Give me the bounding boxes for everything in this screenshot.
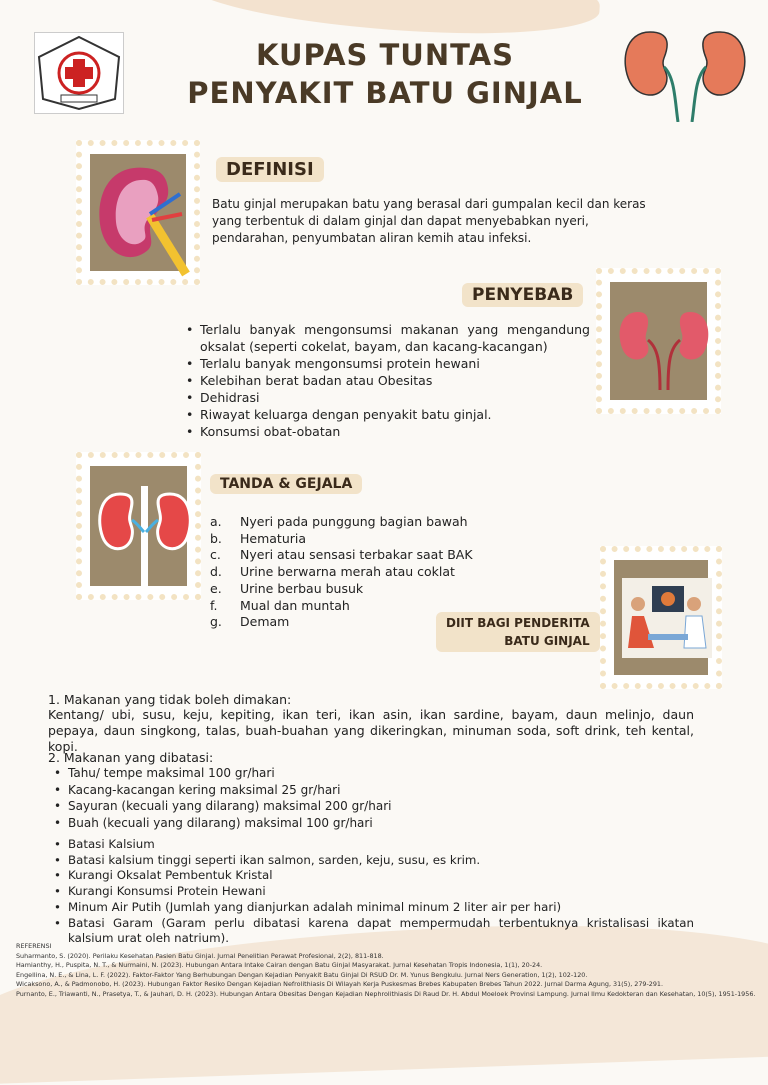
kidneys-icon [610,282,719,412]
diit-section1-text: Kentang/ ubi, susu, keju, kepiting, ikan teri, ikan asin, ikan sardine, bayam, daun melinjo, daun pepaya, daun singkong, talas, buah-buahan yang dikeringkan, minuman soda, soft drink, teh kental, kopi. [48,707,694,754]
list-item: • Konsumsi obat-obatan [186,423,590,440]
list-item: • Batasi Garam (Garam perlu dibatasi karena dapat mempermudah terbentuknya kristalisasi ikatan kalsium urat oleh natrium). [54,916,694,947]
list-item-text: Nyeri pada punggung bagian bawah [240,514,468,529]
diit-stamp [600,546,722,689]
list-marker: f. [210,597,218,613]
page-title [150,36,620,112]
reference-item: Wicaksono, A., & Padmonobo, H. (2023). Hubungan Faktor Resiko Dengan Kejadian Nefrolithiasis Di Wilayah Kerja Puskesmas Brebes Kabupaten Brebes Tahun 2022. Jurnal Darma Agung, 31(5), 279-291. [16,980,664,988]
list-marker: a. [210,514,222,529]
list-item: • Riwayat keluarga dengan penyakit batu ginjal. [186,406,590,423]
diit-heading [436,612,600,652]
list-marker: e. [210,580,222,596]
references [16,942,756,999]
kidney-cross-section-icon [90,154,198,283]
list-item-text: Demam [240,614,290,630]
list-item-text: Urine berwarna merah atau coklat [240,564,455,580]
list-item: • Kacang-kacangan kering maksimal 25 gr/hari [54,782,554,799]
diit-section2-title: 2. Makanan yang dibatasi: [48,750,214,765]
list-item: • Tahu/ tempe maksimal 100 gr/hari [54,765,554,782]
list-item: • Kurangi Oksalat Pembentuk Kristal [54,868,694,884]
list-item: • Terlalu banyak mengonsumsi protein hewani [186,355,590,372]
list-item [210,581,510,598]
list-item [210,564,510,581]
paper-tear-top [178,0,601,41]
penyebab-list [186,321,590,440]
definisi-heading: DEFINISI [216,157,324,182]
penyebab-heading: PENYEBAB [462,283,583,307]
institution-logo [34,32,124,114]
list-item [210,531,510,548]
reference-item: Purnanto, E., Triawanti, N., Prasetya, T., & Jauhari, D. H. (2023). Hubungan Antara Obesitas Dengan Kejadian Nephrolithiasis Di Raud Dr. H. Abdul Moeloek Provinsi Lampung. Jurnal Ilmu Kedokteran dan Kesehatan, 10(5), 1951-1956. [16,989,756,998]
list-item [210,547,510,564]
list-marker: c. [210,547,221,563]
reference-item: Engellina, N. E., & Lina, L. F. (2022). Faktor-Faktor Yang Berhubungan Dengan Kejadian Penyakit Batu Ginjal Di RSUD Dr. M. Yunus Bengkulu. Jurnal Ners Generation, 1(2), 102-120. [16,970,588,979]
list-item: • Sayuran (kecuali yang dilarang) maksimal 200 gr/hari [54,798,554,815]
list-item-text: Urine berbau busuk [240,580,364,596]
references-heading: REFERENSI [16,942,52,950]
list-marker: d. [210,564,222,580]
definisi-text: Batu ginjal merupakan batu yang berasal dari gumpalan kecil dan keras yang terbentuk di dalam ginjal dan dapat menyebabkan nyeri, pendarahan, penyumbatan aliran kemih atau infeksi. [212,197,646,245]
kidneys-ureter-icon [90,466,199,598]
diit-heading-line-1: DIIT BAGI PENDERITA [446,616,590,630]
diit-section1-title: 1. Makanan yang tidak boleh dimakan: [48,692,292,707]
definisi-stamp [76,140,200,285]
list-item-text: Hematuria [240,530,307,546]
penyebab-stamp [596,268,721,414]
list-item [210,514,510,531]
list-item: • Batasi Kalsium [54,837,694,853]
diit-tips-list [54,837,694,947]
reference-item: Hamianthy, H., Puspita, N. T., & Nurmaini, N. (2023). Hubungan Antara Intake Cairan dengan Batu Ginjal Masyarakat. Jurnal Kesehatan Tropis Indonesia, 1(1), 20-24. [16,961,543,969]
list-item-text: Mual dan muntah [240,597,350,613]
title-line-1: KUPAS TUNTAS [256,38,514,72]
gejala-heading: TANDA & GEJALA [210,474,362,494]
title-line-2: PENYAKIT BATU GINJAL [187,76,583,110]
list-item: • Kurangi Konsumsi Protein Hewani [54,884,694,900]
diit-heading-line-2: BATU GINJAL [504,634,590,648]
doctor-consultation-icon [614,560,720,687]
list-item: • Terlalu banyak mengonsumsi makanan yang mengandung oksalat (seperti cokelat, bayam, dan kacang-kacangan) [186,321,590,355]
logo-emblem-icon [35,33,123,113]
list-item: • Kelebihan berat badan atau Obesitas [186,372,590,389]
diit-limited-list [54,765,554,831]
list-marker: g. [210,614,222,630]
reference-item: Suharmanto, S. (2020). Perilaku Kesehatan Pasien Batu Ginjal. Jurnal Penelitian Perawat Profesional, 2(2), 811-818. [16,951,384,960]
list-item-text: Nyeri atau sensasi terbakar saat BAK [240,547,473,563]
header-kidneys-icon [620,22,750,122]
list-marker: b. [210,530,222,546]
list-item: • Dehidrasi [186,389,590,406]
list-item: • Batasi kalsium tinggi seperti ikan salmon, sarden, keju, susu, es krim. [54,853,694,869]
list-item: • Buah (kecuali yang dilarang) maksimal 100 gr/hari [54,815,554,832]
list-item: • Minum Air Putih (Jumlah yang dianjurkan adalah minimal minum 2 liter air per hari) [54,900,694,916]
gejala-stamp [76,452,201,600]
